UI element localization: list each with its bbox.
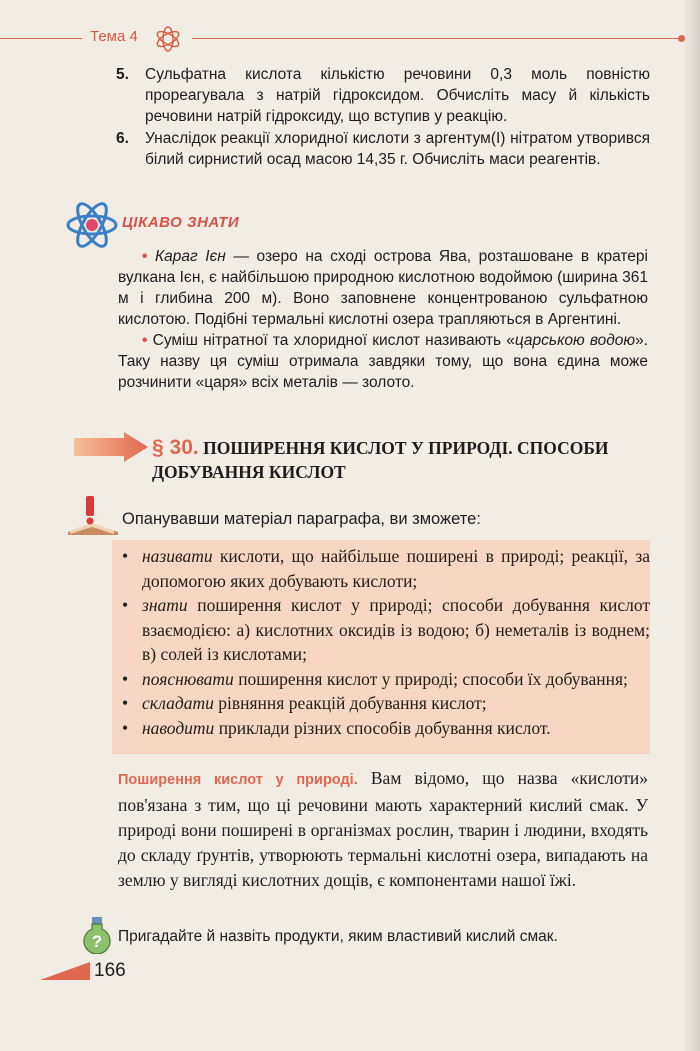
task-item: [118, 64, 650, 127]
list-item: [112, 544, 650, 593]
task-item: [118, 128, 650, 170]
task-text: Унаслідок реакції хлоридної кислоти з аргентум(I) нітратом утворився білий сирнистий осад масою 14,35 г. Обчисліть маси реагентів.: [145, 130, 650, 168]
section-number: § 30.: [152, 436, 199, 459]
bullet-marker: •: [142, 248, 148, 265]
list-item: [112, 593, 650, 667]
goals-list: [112, 540, 650, 740]
paragraph-text: — озеро на сході острова Ява, розташоване в кратері вулкана Ієн, є найбільшою природною кислотною водоймою (ширина 361 м і глибина 200 м). Воно заповнене концентрованою сульфатною кислотою. Подібні термальні кислотні озера трапляються в Аргентині.: [118, 248, 648, 328]
lake-name: Караг Ієн: [155, 248, 226, 265]
interesting-paragraph-1: [118, 246, 648, 330]
paragraph-text: ». Таку назву ця суміш отримала завдяки тому, що вона єдина може розчинити «царя» всіх металів — золото.: [118, 332, 648, 391]
goal-verb: пояснювати: [142, 668, 234, 689]
page-corner-wedge: [40, 958, 90, 980]
question-flask-icon: [80, 916, 114, 954]
goal-text: кислоти, що найбільше поширені в природі; реакції, за допомогою яких добувають кислоти;: [142, 546, 650, 591]
page-edge-shadow: [682, 0, 700, 1051]
atom-icon: [62, 198, 122, 252]
goal-text: приклади різних способів добування кислот.: [214, 717, 551, 738]
goal-text: поширення кислот у природі; способи добування кислот взаємодією: а) кислотних оксидів із водою; б) неметалів із воднем; в) солей із кислотами;: [142, 595, 650, 664]
task-text: Сульфатна кислота кількістю речовини 0,3 моль повністю прореагувала з натрій гідроксидом. Обчисліть масу й кількість речовини натрій гідроксиду, що вступив у реакцію.: [145, 66, 650, 125]
task-number: 6.: [116, 130, 129, 147]
arrow-icon: [72, 430, 150, 464]
header-rule-left: [0, 38, 82, 39]
paragraph-text: Вам відомо, що назва «кислоти» пов'язана з тим, що ці речовини мають характерний кислий смак. У природі вони поширені в організмах рослин, тварин і людини, входять до складу ґрунтів, утворюють термальні кислотні озера, випадають на землю у вигляді кислотних дощів, є компонентами нашої їжі.: [118, 768, 648, 890]
task-number: 5.: [116, 66, 129, 83]
topic-flower-icon: [152, 24, 184, 54]
interesting-paragraph-2: [118, 330, 648, 393]
goal-verb: називати: [142, 546, 213, 566]
section-title: ПОШИРЕННЯ КИСЛОТ У ПРИРОДІ. СПОСОБИ ДОБУВАННЯ КИСЛОТ: [152, 438, 609, 482]
goal-text: рівняння реакцій добування кислот;: [213, 693, 487, 713]
list-item: [112, 667, 650, 692]
list-item: [112, 691, 650, 716]
question-text: Пригадайте й назвіть продукти, яким властивий кислий смак.: [118, 928, 558, 945]
page-number: 166: [94, 960, 126, 981]
term-italic: царською водою: [514, 332, 636, 349]
topic-label: Тема 4: [90, 28, 138, 45]
bullet-marker: •: [142, 332, 148, 349]
svg-text:?: ?: [91, 932, 103, 951]
header-rule-right: [192, 38, 682, 39]
body-paragraph: [118, 766, 648, 893]
paragraph-text: Суміш нітратної та хлоридної кислот називають «: [152, 332, 515, 349]
subsection-lead: Поширення кислот у природі.: [118, 772, 358, 788]
interesting-title: ЦІКАВО ЗНАТИ: [122, 214, 240, 231]
goal-verb: знати: [142, 595, 188, 615]
goal-verb: складати: [142, 693, 214, 713]
section-heading: [152, 436, 652, 484]
goals-box: [112, 540, 650, 754]
alert-book-icon: [64, 494, 122, 536]
goals-intro: Опанувавши матеріал параграфа, ви зможете:: [122, 510, 481, 528]
list-item: [112, 716, 650, 741]
goal-text: поширення кислот у природі; способи їх добування;: [233, 668, 628, 689]
goal-verb: наводити: [142, 717, 215, 738]
